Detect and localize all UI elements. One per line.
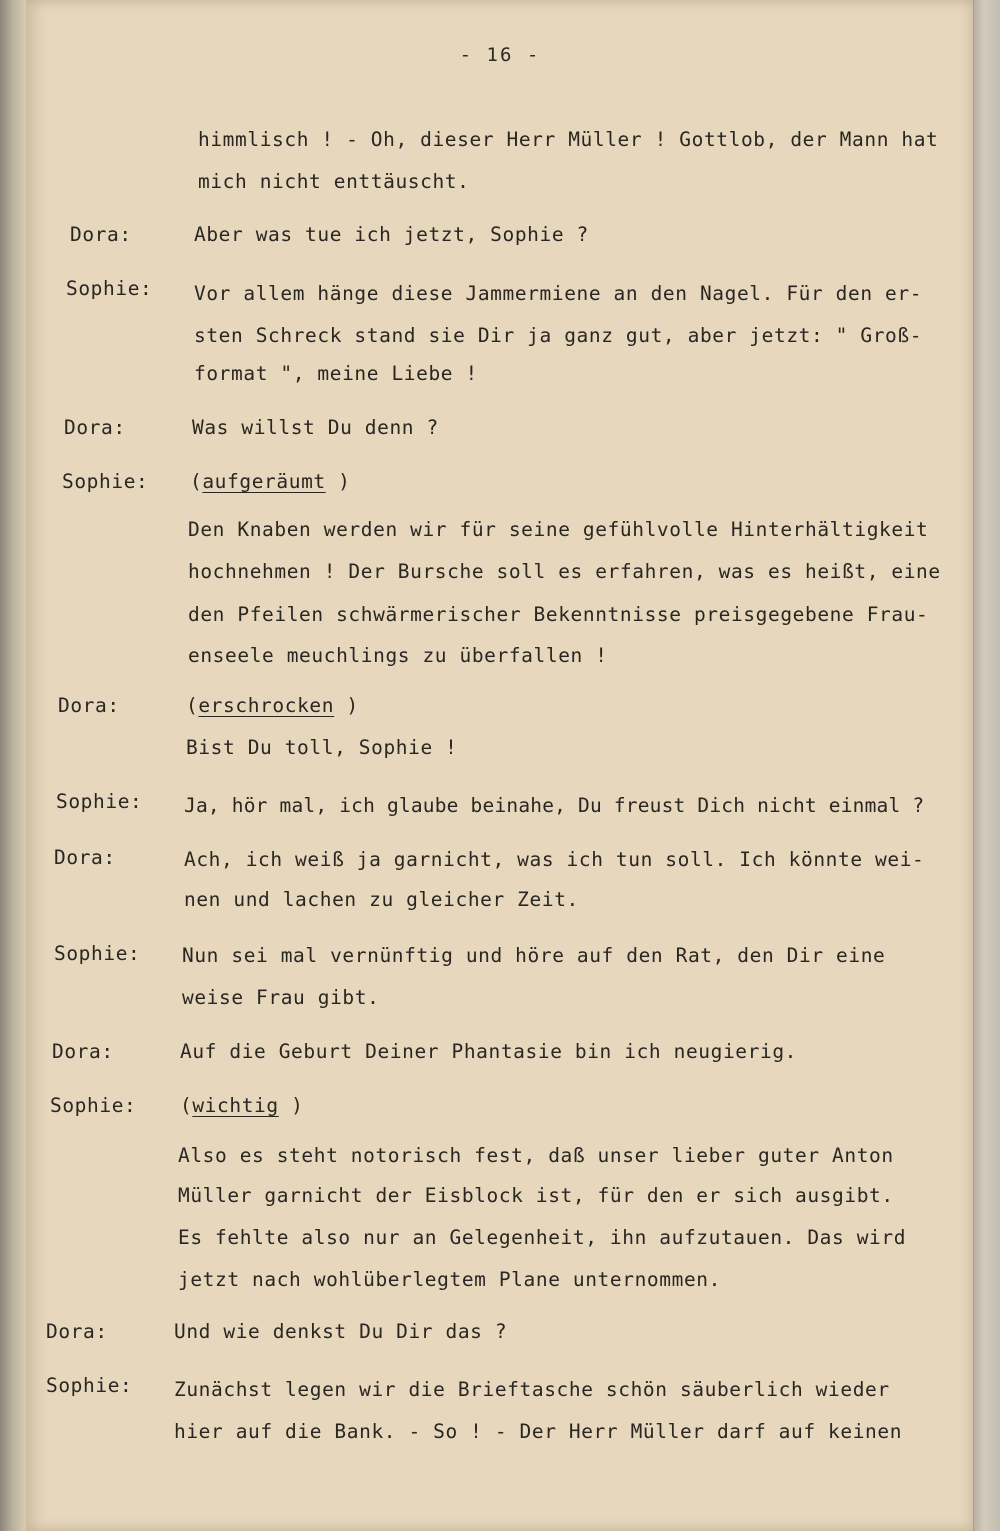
speaker-label: Dora:	[58, 694, 120, 717]
text-line: Nun sei mal vernünftig und höre auf den Rat, den Dir eine	[182, 944, 886, 967]
speaker-label: Sophie:	[62, 470, 149, 493]
speaker-label: Sophie:	[50, 1094, 137, 1117]
text-line: Vor allem hänge diese Jammermiene an den Nagel. Für den er-	[194, 282, 923, 305]
speaker-label: Dora:	[64, 416, 126, 439]
stage-direction: (erschrocken )	[186, 694, 359, 717]
text-line: den Pfeilen schwärmerischer Bekenntnisse preisgegebene Frau-	[188, 603, 929, 626]
stage-direction: (aufgeräumt )	[190, 470, 351, 493]
text-line: Müller garnicht der Eisblock ist, für den er sich ausgibt.	[178, 1184, 894, 1207]
text-line: Ach, ich weiß ja garnicht, was ich tun soll. Ich könnte wei-	[184, 848, 925, 871]
speaker-label: Sophie:	[46, 1374, 133, 1397]
typewritten-page	[26, 0, 974, 1531]
text-line: enseele meuchlings zu überfallen !	[188, 644, 608, 667]
speaker-label: Sophie:	[56, 790, 143, 813]
stage-direction-text: wichtig	[192, 1094, 279, 1117]
text-line: Was willst Du denn ?	[192, 416, 439, 439]
text-line: Ja, hör mal, ich glaube beinahe, Du freust Dich nicht einmal ?	[184, 794, 925, 817]
text-line: Den Knaben werden wir für seine gefühlvolle Hinterhältigkeit	[188, 518, 929, 541]
speaker-label: Dora:	[46, 1320, 108, 1343]
text-line: Also es steht notorisch fest, daß unser lieber guter Anton	[178, 1144, 894, 1167]
text-line: weise Frau gibt.	[182, 986, 380, 1009]
text-line: hochnehmen ! Der Bursche soll es erfahren, was es heißt, eine	[188, 560, 941, 583]
book-binding	[0, 0, 26, 1531]
text-line: nen und lachen zu gleicher Zeit.	[184, 888, 579, 911]
speaker-label: Sophie:	[54, 942, 141, 965]
stage-direction-text: aufgeräumt	[202, 470, 326, 493]
text-line: himmlisch ! - Oh, dieser Herr Müller ! Gottlob, der Mann hat	[198, 128, 939, 151]
text-line: Auf die Geburt Deiner Phantasie bin ich neugierig.	[180, 1040, 797, 1063]
page-stack-edge	[973, 0, 1000, 1531]
text-line: Bist Du toll, Sophie !	[186, 736, 458, 759]
text-line: Es fehlte also nur an Gelegenheit, ihn aufzutauen. Das wird	[178, 1226, 907, 1249]
text-line: hier auf die Bank. - So ! - Der Herr Müller darf auf keinen	[174, 1420, 903, 1443]
speaker-label: Dora:	[70, 223, 132, 246]
page-number: - 16 -	[459, 44, 541, 66]
text-line: mich nicht enttäuscht.	[198, 170, 470, 193]
text-line: Zunächst legen wir die Brieftasche schön säuberlich wieder	[174, 1378, 890, 1401]
speaker-label: Dora:	[52, 1040, 114, 1063]
text-line: Aber was tue ich jetzt, Sophie ?	[194, 223, 589, 246]
speaker-label: Sophie:	[66, 277, 153, 300]
stage-direction-text: erschrocken	[198, 694, 335, 717]
speaker-label: Dora:	[54, 846, 116, 869]
stage-direction: (wichtig )	[180, 1094, 304, 1117]
text-line: jetzt nach wohlüberlegtem Plane unternommen.	[178, 1268, 721, 1291]
text-line: Und wie denkst Du Dir das ?	[174, 1320, 508, 1343]
text-line: sten Schreck stand sie Dir ja ganz gut, aber jetzt: " Groß-	[194, 324, 923, 347]
text-line: format ", meine Liebe !	[194, 362, 478, 385]
